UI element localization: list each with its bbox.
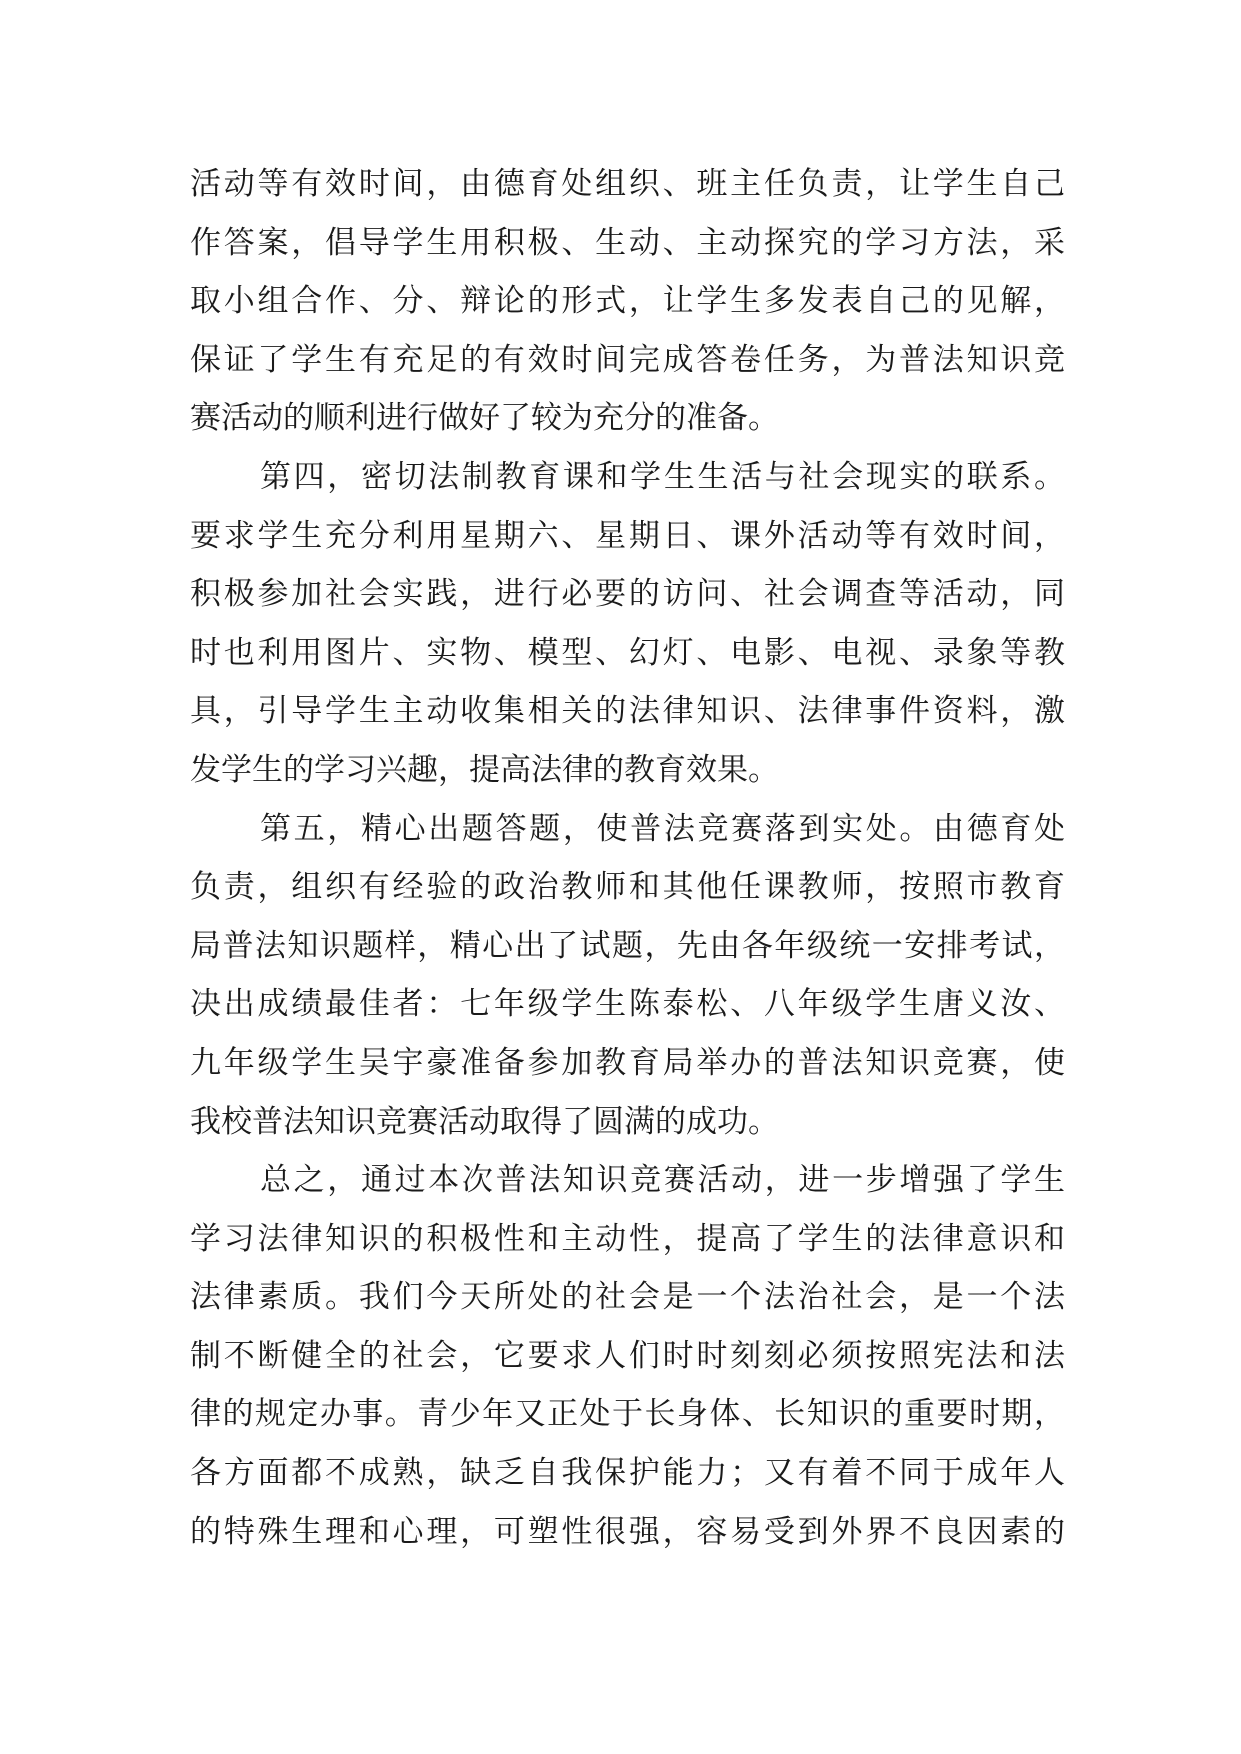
- text-line: 法律素质。我们今天所处的社会是一个法治社会，是一个法: [190, 1279, 1065, 1316]
- text-line: 保证了学生有充足的有效时间完成答卷任务，为普法知识竞: [190, 341, 1065, 378]
- text-line: 积极参加社会实践，进行必要的访问、社会调查等活动，同: [190, 576, 1065, 613]
- text-line: 我校普法知识竞赛活动取得了圆满的成功。: [190, 1103, 779, 1140]
- text-line: 活动等有效时间，由德育处组织、班主任负责，让学生自己: [190, 166, 1065, 202]
- text-line: 取小组合作、分、辩论的形式，让学生多发表自己的见解，: [190, 283, 1065, 320]
- text-line: 负责，组织有经验的政治教师和其他任课教师，按照市教育: [190, 869, 1065, 906]
- text-line: 作答案，倡导学生用积极、生动、主动探究的学习方法，采: [190, 224, 1065, 261]
- document-body: [190, 155, 1065, 1561]
- text-line: 制不断健全的社会，它要求人们时时刻刻必须按照宪法和法: [190, 1337, 1065, 1374]
- text-line: 时也利用图片、实物、模型、幻灯、电影、电视、录象等教: [190, 634, 1065, 671]
- paragraph-first-line: 第五，精心出题答题，使普法竞赛落到实处。由德育处: [260, 810, 1065, 847]
- text-line: 具，引导学生主动收集相关的法律知识、法律事件资料，激: [190, 693, 1065, 730]
- paragraph-first-line: 第四，密切法制教育课和学生生活与社会现实的联系。: [260, 458, 1065, 495]
- text-line: 赛活动的顺利进行做好了较为充分的准备。: [190, 400, 779, 437]
- text-line: 的特殊生理和心理，可塑性很强，容易受到外界不良因素的: [190, 1513, 1065, 1550]
- text-line: 局普法知识题样，精心出了试题，先由各年级统一安排考试，: [190, 927, 1065, 964]
- text-line: 发学生的学习兴趣，提高法律的教育效果。: [190, 751, 779, 788]
- text-line: 学习法律知识的积极性和主动性，提高了学生的法律意识和: [190, 1220, 1065, 1257]
- text-line: 律的规定办事。青少年又正处于长身体、长知识的重要时期，: [190, 1396, 1065, 1433]
- text-line: 要求学生充分利用星期六、星期日、课外活动等有效时间，: [190, 517, 1065, 554]
- text-line: 九年级学生吴宇豪准备参加教育局举办的普法知识竞赛，使: [190, 1044, 1065, 1081]
- text-line: 决出成绩最佳者：七年级学生陈泰松、八年级学生唐义汝、: [190, 986, 1065, 1023]
- text-line: 各方面都不成熟，缺乏自我保护能力；又有着不同于成年人: [190, 1455, 1065, 1492]
- paragraph-first-line: 总之，通过本次普法知识竞赛活动，进一步增强了学生: [260, 1162, 1065, 1199]
